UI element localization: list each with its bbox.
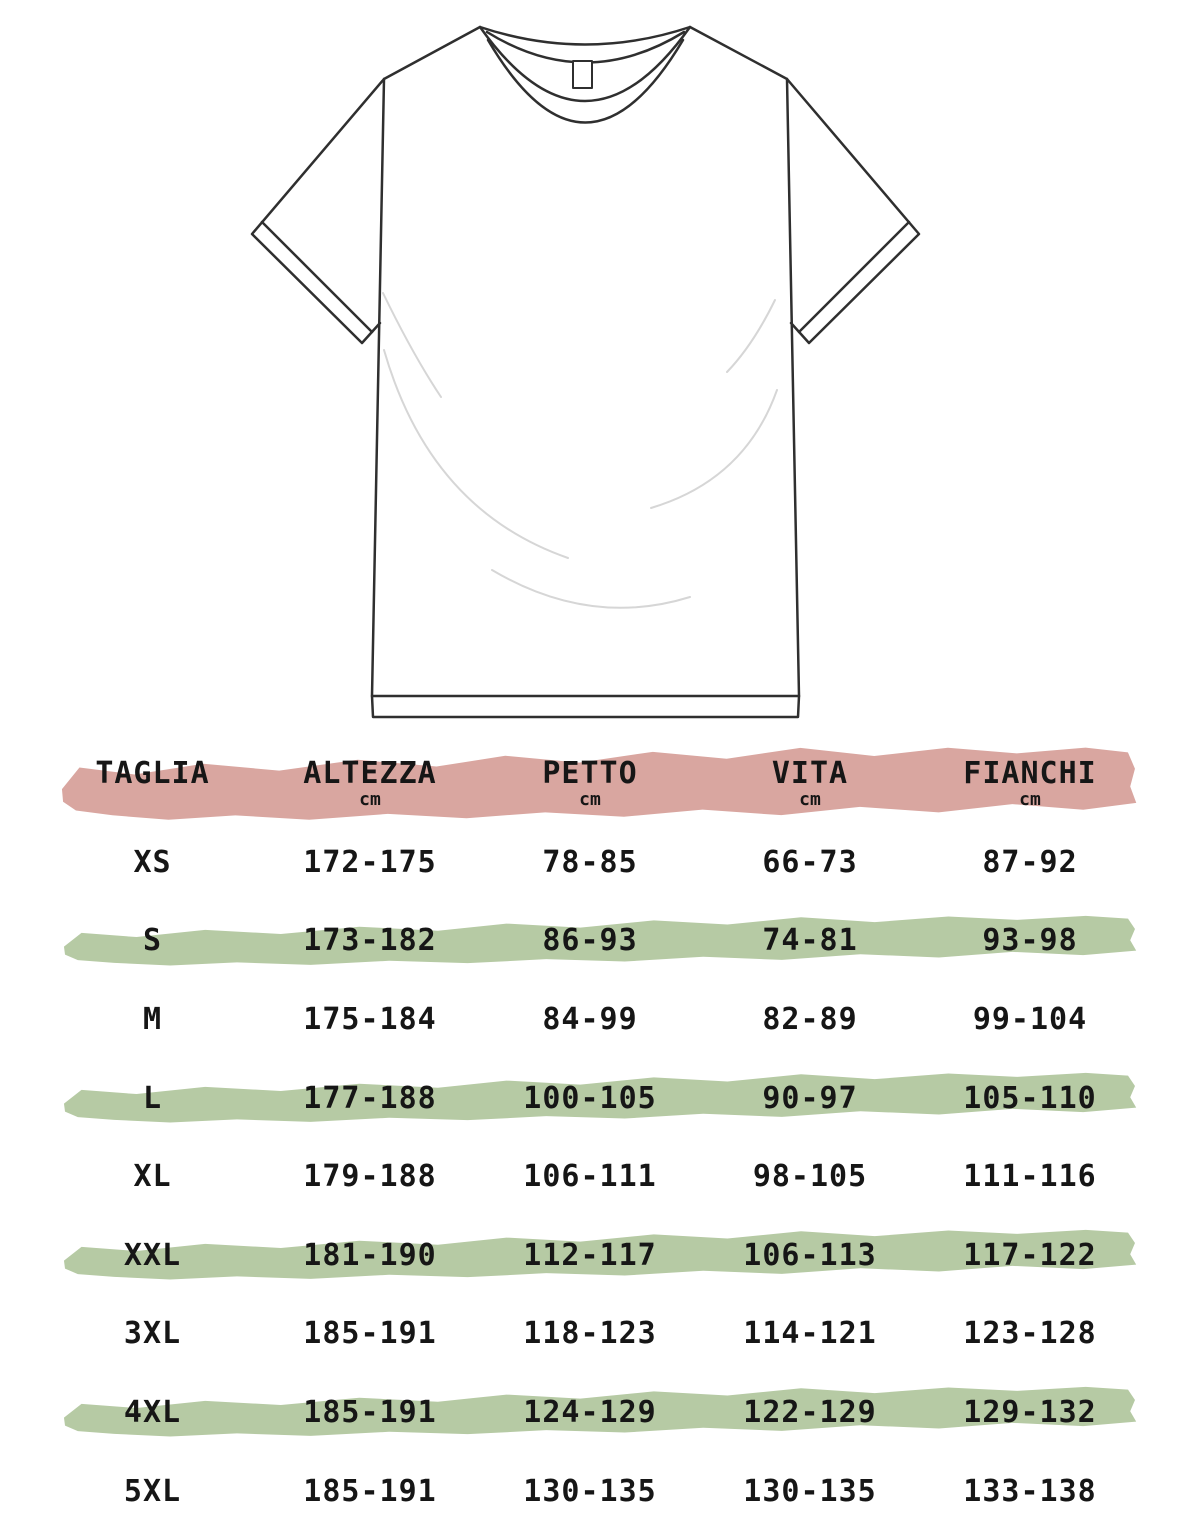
tshirt-left-cuff-line xyxy=(262,222,372,332)
cell-fianchi: 93-98 xyxy=(982,923,1078,959)
table-row-l xyxy=(0,1059,1200,1138)
cell-fianchi: 117-122 xyxy=(963,1237,1097,1273)
cell-size: S xyxy=(142,923,163,959)
cell-vita: 66-73 xyxy=(762,844,858,880)
table-row-3xl xyxy=(0,1295,1200,1374)
cell-altezza: 177-188 xyxy=(303,1080,437,1116)
header-vita xyxy=(700,745,920,823)
table-row-xl xyxy=(0,1137,1200,1216)
header-taglia xyxy=(45,745,260,823)
size-table-rows xyxy=(0,823,1200,1530)
header-unit: cm xyxy=(579,789,601,810)
header-label: PETTO xyxy=(542,756,638,791)
tshirt-left-sleeve xyxy=(252,79,384,343)
cell-petto: 78-85 xyxy=(542,844,638,880)
tshirt-right-cuff-line xyxy=(799,222,909,332)
cell-vita: 130-135 xyxy=(743,1473,877,1509)
cell-fianchi: 105-110 xyxy=(963,1080,1097,1116)
cell-size: M xyxy=(142,1001,163,1037)
header-fianchi xyxy=(920,745,1140,823)
tshirt-body xyxy=(372,27,799,717)
header-label: FIANCHI xyxy=(963,756,1097,791)
cell-fianchi: 87-92 xyxy=(982,844,1078,880)
cell-altezza: 185-191 xyxy=(303,1394,437,1430)
cell-petto: 86-93 xyxy=(542,923,638,959)
cell-size: L xyxy=(142,1080,163,1116)
cell-petto: 124-129 xyxy=(523,1394,657,1430)
cell-altezza: 185-191 xyxy=(303,1316,437,1352)
cell-vita: 74-81 xyxy=(762,923,858,959)
cell-altezza: 172-175 xyxy=(303,844,437,880)
cell-fianchi: 99-104 xyxy=(972,1001,1088,1037)
tshirt-neck-label-tag xyxy=(573,61,592,88)
table-row-xs xyxy=(0,823,1200,902)
cell-altezza: 175-184 xyxy=(303,1001,437,1037)
cell-fianchi: 111-116 xyxy=(963,1159,1097,1195)
header-petto xyxy=(480,745,700,823)
cell-size: 5XL xyxy=(123,1473,182,1509)
table-row-xxl xyxy=(0,1216,1200,1295)
cell-fianchi: 123-128 xyxy=(963,1316,1097,1352)
cell-vita: 82-89 xyxy=(762,1001,858,1037)
cell-petto: 130-135 xyxy=(523,1473,657,1509)
cell-altezza: 185-191 xyxy=(303,1473,437,1509)
cell-size: 3XL xyxy=(123,1316,182,1352)
header-label: TAGLIA xyxy=(95,756,210,791)
header-label: ALTEZZA xyxy=(303,756,437,791)
cell-petto: 118-123 xyxy=(523,1316,657,1352)
cell-vita: 122-129 xyxy=(743,1394,877,1430)
cell-petto: 106-111 xyxy=(523,1159,657,1195)
tshirt-right-sleeve xyxy=(787,79,919,343)
cell-fianchi: 129-132 xyxy=(963,1394,1097,1430)
header-unit: cm xyxy=(1019,789,1041,810)
cell-petto: 84-99 xyxy=(542,1001,638,1037)
header-unit: cm xyxy=(799,789,821,810)
cell-fianchi: 133-138 xyxy=(963,1473,1097,1509)
cell-altezza: 179-188 xyxy=(303,1159,437,1195)
size-table-header xyxy=(0,745,1200,823)
header-unit: cm xyxy=(359,789,381,810)
cell-vita: 90-97 xyxy=(762,1080,858,1116)
cell-vita: 106-113 xyxy=(743,1237,877,1273)
tshirt-illustration xyxy=(0,0,1200,745)
header-altezza xyxy=(260,745,480,823)
tshirt-drawing xyxy=(0,0,1200,745)
cell-size: XS xyxy=(133,844,172,880)
cell-vita: 98-105 xyxy=(752,1159,868,1195)
table-row-5xl xyxy=(0,1452,1200,1531)
table-row-m xyxy=(0,980,1200,1059)
header-label: VITA xyxy=(771,756,849,791)
cell-altezza: 173-182 xyxy=(303,923,437,959)
cell-size: 4XL xyxy=(123,1394,182,1430)
cell-petto: 100-105 xyxy=(523,1080,657,1116)
table-row-s xyxy=(0,902,1200,981)
cell-petto: 112-117 xyxy=(523,1237,657,1273)
table-row-4xl xyxy=(0,1373,1200,1452)
cell-vita: 114-121 xyxy=(743,1316,877,1352)
cell-size: XL xyxy=(133,1159,172,1195)
cell-size: XXL xyxy=(123,1237,182,1273)
cell-altezza: 181-190 xyxy=(303,1237,437,1273)
